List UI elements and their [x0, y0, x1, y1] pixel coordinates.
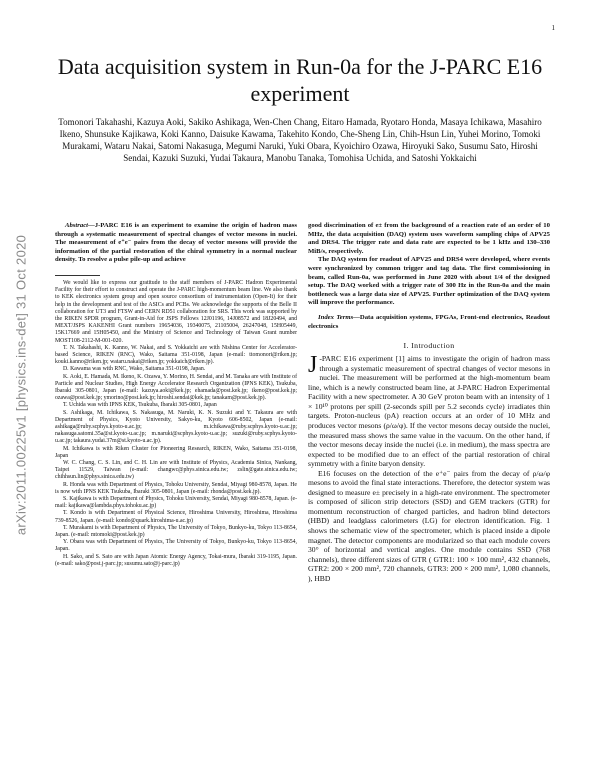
footnote-rule	[55, 275, 100, 276]
abstract-lead: —J-PARC E16 is an experiment to examine the origin of hadron mass through a systematic measurement of spectral changes of vector mesons in nuclei. The measurement of e⁺e⁻ pairs from the decay of vector mesons will provide the information of the partial restoration of the chiral symmetry in a normal nuclear density. To resolve a pulse pile-up and achieve	[55, 222, 297, 264]
footnote-affiliation: W. C. Chang, C. S. Lin, and C. H. Lin are with Institute of Physics, Academia Sinica, Nankang, Taipei 11529, Taiwan (e-mail: changwc@phys.sinica.edu.tw; zslin@gate.sinica.edu.tw; chihhsun.lin@phys.sinica.edu.tw)	[55, 460, 297, 481]
index-terms	[308, 314, 550, 331]
footnote-affiliation: D. Kawama was with RNC, Wako, Saitama 351-0198, Japan.	[63, 366, 206, 373]
intro-paragraph-1	[308, 354, 550, 469]
footnote-affiliation: H. Sako, and S. Sato are with Japan Atomic Energy Agency, Tokai-mura, Ibaraki 319-1195, Japan. (e-mail: sako@post.j-parc.jp; susumu.sato@j-parc.jp)	[55, 553, 297, 567]
footnote-affiliation: S. Kajikawa is with Department of Physics, Tohoku University, Sendai, Miyagi 980-8578, Japan. (e-mail: kajikawa@lambda.phys.tohoku.ac.jp)	[55, 496, 297, 510]
intro-paragraph-1-text: -PARC E16 experiment [1] aims to investigate the origin of hadron mass through a systematic measurement of spectral changes of vector mesons in nuclei. The measurement will be performed at the high-momentum beam line, which is a newly constructed beam line, at J-PARC Hadron Experimental Facility with a new spectrometer. A 30 GeV proton beam with an intensity of 1 × 10¹⁰ protons per spill (2-seconds spill per 5.2 seconds cycle) irradiates thin targets. Proton-nucleus (pA) reaction occurs at an order of 10 MHz and produces vector mesons (ρ/ω/φ). If the vector mesons decay outside the nuclei, the measured mass shows the same value in the vacuum. On the other hand, if the vector mesons decay inside the nuclei (i.e. in medium), the mass spectra are expected to be modified due to an effect of the partial restoration of chiral symmetry with a finite baryon density.	[308, 354, 550, 469]
section-heading: I. Introduction	[403, 341, 455, 351]
arxiv-stamp-text: arXiv:2011.00225v1 [physics.ins-det] 31 Oct 2020	[13, 234, 29, 536]
abstract	[55, 222, 297, 265]
author-list: Tomonori Takahashi, Kazuya Aoki, Sakiko Ashikaga, Wen-Chen Chang, Eitaro Hamada, Ryotaro Honda, Masaya Ichikawa, Masahiro Ikeno, Shunsuke Kajikawa, Koki Kanno, Daisuke Kawama, Takehito Kondo, Che-Sheng Lin, Chih-Hsun Lin, Yuhei Morino, Tomoki Murakami, Wataru Nakai, Satomi Nakasuga, Megumi Naruki, Yuki Obara, Kyoichiro Ozawa, Hiroyuki Sako, Susumu Sato, Hiroshi Sendai, Kazuki Suzuki, Yudai Takaura, Manobu Tanaka, Tomohisa Uchida, and Satoshi Yokkaichi	[58, 117, 542, 163]
left-column	[55, 222, 297, 568]
footnote-affiliation: S. Ashikaga, M. Ichikawa, S. Nakasuga, M. Naruki, K. N. Suzuki and Y. Takaura are with Department of Physics, Kyoto University, Sakyo-ku, Kyoto 606-8502, Japan (e-mail: ashikaga@ruby.scphys.kyoto-u.ac.jp; m.ichikawa@ruby.scphys.kyoto-u.ac.jp; nakasuga.satomi.35a@st.kyoto-u.ac.jp; m.naruki@scphys.kyoto-u.ac.jp; suzuki@ruby.scphys.kyoto-u.ac.jp; takaura.yudai.37m@st.kyoto-u.ac.jp).	[55, 409, 297, 445]
index-terms-text: —Data acquisition systems, FPGAs, Front-end electronics, Readout electronics	[308, 313, 550, 330]
footnote-affiliation: T. Murakami is with Department of Physics, The University of Tokyo, Bunkyo-ku, Tokyo 113-8654, Japan. (e-mail: mtomoki@post.kek.jp)	[55, 524, 297, 539]
page-number: 1	[551, 24, 555, 32]
footnote-affiliation: T. Uchida was with IPNS KEK, Tsukuba, Ibaraki 305-0801, Japan	[63, 402, 217, 409]
footnote-affiliation: T. N. Takahashi, K. Kanno, W. Nakai, and S. Yokkaichi are with Nishina Center for Accelerator-based Science, RIKEN (RNC), Wako, Saitama 351-0198, Japan (e-mail: ttomonori@riken.jp; kouki.kanno@riken.jp; wataru.nakai@riken.jp; yokkaich@riken.jp).	[55, 344, 297, 366]
abstract-continuation: good discrimination of e± from the background of a reaction rate of an order of 10 MHz, the data acquisition (DAQ) system uses waveform sampling chips of APV25 and DRS4. The trigger rate and data rate are expected to be 1 kHz and 130–330 MiB/s, respectively.	[308, 222, 550, 255]
abstract-heading: Abstract	[65, 222, 89, 229]
footnote-affiliation: M. Ichikawa is with Riken Cluster for Pioneering Research, RIKEN, Wako, Saitama 351-0198, Japan	[55, 445, 297, 459]
intro-paragraph-2: E16 focuses on the detection of the e⁺e⁻ pairs from the decay of ρ/ω/φ mesons to avoid the final state interactions. Therefore, the detector system was designed to measure e± precisely in a high-rate environment. The spectrometer is composed of silicon strip detectors (SSD) and GEM trackers (GTR) for momentum reconstruction of charged particles, and hadron blind detectors (HBD) and leadglass calorimeters (LG) for electron identification. Fig. 1 shows the schematic view of the spectrometer, which is placed inside a dipole magnet. The detector components are modularized so that each module covers 30° of horizontal and vertical angles. One module contains SSD (768 channels), three different sizes of GTR ( GTR1: 100 × 100 mm², 432 channels, GTR2: 200 × 200 mm², 720 channels, GTR3: 200 × 200 mm², 1,080 channels, ), HBD	[308, 468, 550, 583]
arxiv-stamp	[6, 170, 36, 600]
abstract-paragraph-2: The DAQ system for readout of APV25 and DRS4 were developed, where events were synchronized by common trigger and tag data. The first commissioning in beam, called Run-0a, was performed in June 2020 with about 1/4 of the designed setup. The DAQ worked with a trigger rate of 300 Hz in the Run-0a and the main bottleneck was a large data size of APV25. Further optimization of the DAQ system will improve the performance.	[308, 256, 550, 307]
paper-title: Data acquisition system in Run-0a for the J-PARC E16 experiment	[57, 54, 543, 106]
drop-cap: J	[308, 352, 318, 379]
index-terms-label: Index Terms	[318, 313, 354, 321]
footnote-affiliation: Y. Obara was with Department of Physics, The University of Tokyo, Bunkyo-ku, Tokyo 113-8654, Japan.	[55, 539, 297, 553]
footnote-acknowledgment: We would like to express our gratitude to the staff members of J-PARC Hadron Experimental Facility for their effort to construct and operate the J-PARC high-momentum beam line. We also thank to KEK electronics system group and open source consortium of instrumentation (Open-It) for their help in the development and test of the ASICs and PCBs. We acknowledge the supports of the Belle II collaboration for UT3 and FTSW and CERN RD51 collaboration for SRS. This work was supported by the RIKEN SPDR program, Grant-in-Aid for JSPS Fellows 12J01196, 14J08572 and 18J20494, and MEXT/JSPS KAKENHI Grant numbers 19654036, 19340075, 21105004, 26247048, 15H05449, 15K17669 and 15H05450, and the Ministry of Science and Technology of Taiwan Grant number MOST108-2112-M-001-020.	[55, 279, 297, 344]
right-column	[308, 222, 550, 583]
footnote-affiliation: T. Kondo is with Department of Physical Science, Hiroshima University, Hiroshima, Hiroshima 739-8526, Japan. (e-mail: kondo@quark.hiroshima-u.ac.jp)	[55, 510, 297, 524]
footnote-affiliation: K. Aoki, E. Hamada, M. Ikeno, K. Ozawa, Y. Morino, H. Sendai, and M. Tanaka are with Institute of Particle and Nuclear Studies, High Energy Accelerator Research Organization (IPNS KEK), Tsukuba, Ibaraki 305-0801, Japan (e-mail: kazuya.aoki@kek.jp; ehamada@post.kek.jp; ikeno@post.kek.jp; ozawa@post.kek.jp; ymorino@post.kek.jp; hiroshi.sendai@kek.jp; tanakam@post.kek.jp).	[55, 373, 297, 402]
footnote-affiliation: R. Honda was with Department of Physics, Tohoku University, Sendai, Miyagi 980-8578, Japan. He is now with IPNS KEK Tsukuba, Ibaraki 305-0801, Japan (e-mail: rhonda@post.kek.jp).	[55, 481, 297, 495]
